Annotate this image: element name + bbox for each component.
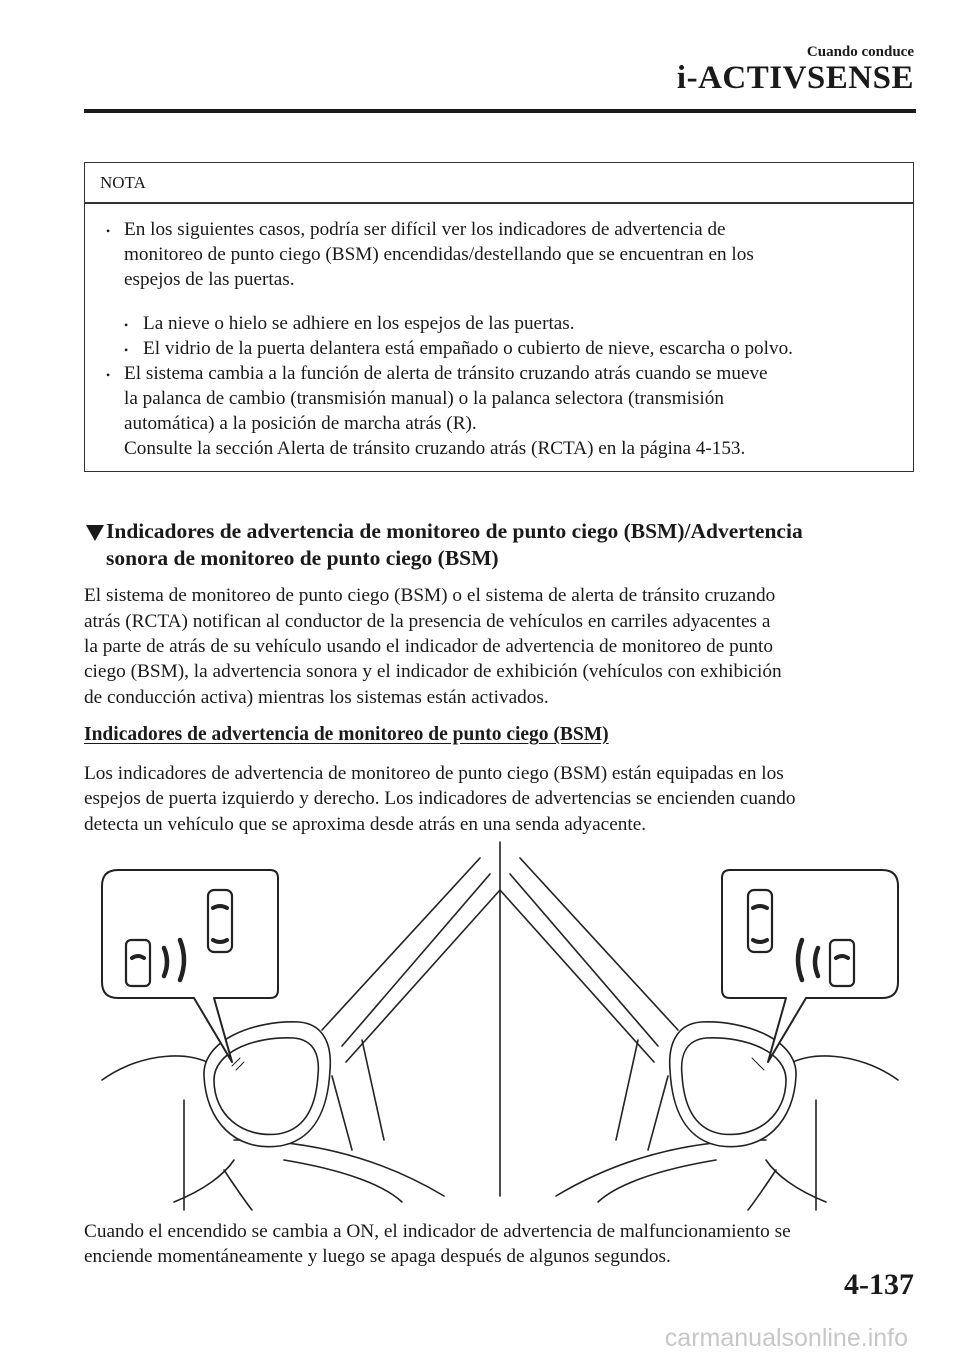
paragraph-line: detecta un vehículo que se aproxima desde atrás en una senda adyacente. [84,814,647,835]
note-line: Consulte la sección Alerta de tránsito cruzando atrás (RCTA) en la página 4-153. [124,438,746,459]
subheading: Indicadores de advertencia de monitoreo de punto ciego (BSM) [84,724,609,745]
note-subline: La nieve o hielo se adhiere en los espejos de las puertas. [143,313,575,334]
section-title: sonora de monitoreo de punto ciego (BSM) [106,546,499,570]
paragraph-line: la parte de atrás de su vehículo usando el indicador de advertencia de monitoreo de punto [84,636,774,657]
note-line: automática) a la posición de marcha atrás (R). [124,413,477,434]
bullet-icon: • [124,343,129,357]
note-title: NOTA [100,173,146,192]
paragraph-line: atrás (RCTA) notifican al conductor de la presencia de vehículos en carriles adyacentes a [84,611,771,632]
running-header-section: Cuando conduce [806,44,914,60]
watermark: carmanualsonline.info [664,1324,908,1352]
paragraph-line: espejos de puerta izquierdo y derecho. Los indicadores de advertencias se encienden cuando [84,788,796,809]
running-header-chapter: i-ACTIVSENSE [676,60,914,96]
note-line: espejos de las puertas. [124,269,295,290]
page-number: 4-137 [844,1268,914,1301]
paragraph-line: Cuando el encendido se cambia a ON, el indicador de advertencia de malfuncionamiento se [84,1221,791,1242]
section-title: Indicadores de advertencia de monitoreo de punto ciego (BSM)/Advertencia [106,519,803,543]
section-triangle-icon [84,523,106,543]
note-line: En los siguientes casos, podría ser difícil ver los indicadores de advertencia de [124,219,726,240]
paragraph-line: El sistema de monitoreo de punto ciego (BSM) o el sistema de alerta de tránsito cruzando [84,585,776,606]
note-divider [85,202,913,204]
paragraph-line: ciego (BSM), la advertencia sonora y el indicador de exhibición (vehículos con exhibición [84,661,782,682]
bullet-icon: • [106,224,111,238]
note-line: monitoreo de punto ciego (BSM) encendidas/destellando que se encuentran en los [124,244,754,265]
note-line: la palanca de cambio (transmisión manual) o la palanca selectora (transmisión [124,388,724,409]
bsm-mirror-illustration [84,840,916,1212]
paragraph-line: enciende momentáneamente y luego se apaga después de algunos segundos. [84,1246,671,1267]
bullet-icon: • [106,368,111,382]
paragraph-line: de conducción activa) mientras los sistemas están activados. [84,687,549,708]
note-subline: El vidrio de la puerta delantera está empañado o cubierto de nieve, escarcha o polvo. [143,338,793,359]
paragraph-line: Los indicadores de advertencia de monitoreo de punto ciego (BSM) están equipadas en los [84,763,784,784]
bullet-icon: • [124,318,129,332]
note-line: El sistema cambia a la función de alerta de tránsito cruzando atrás cuando se mueve [124,363,768,384]
header-rule [84,109,916,113]
